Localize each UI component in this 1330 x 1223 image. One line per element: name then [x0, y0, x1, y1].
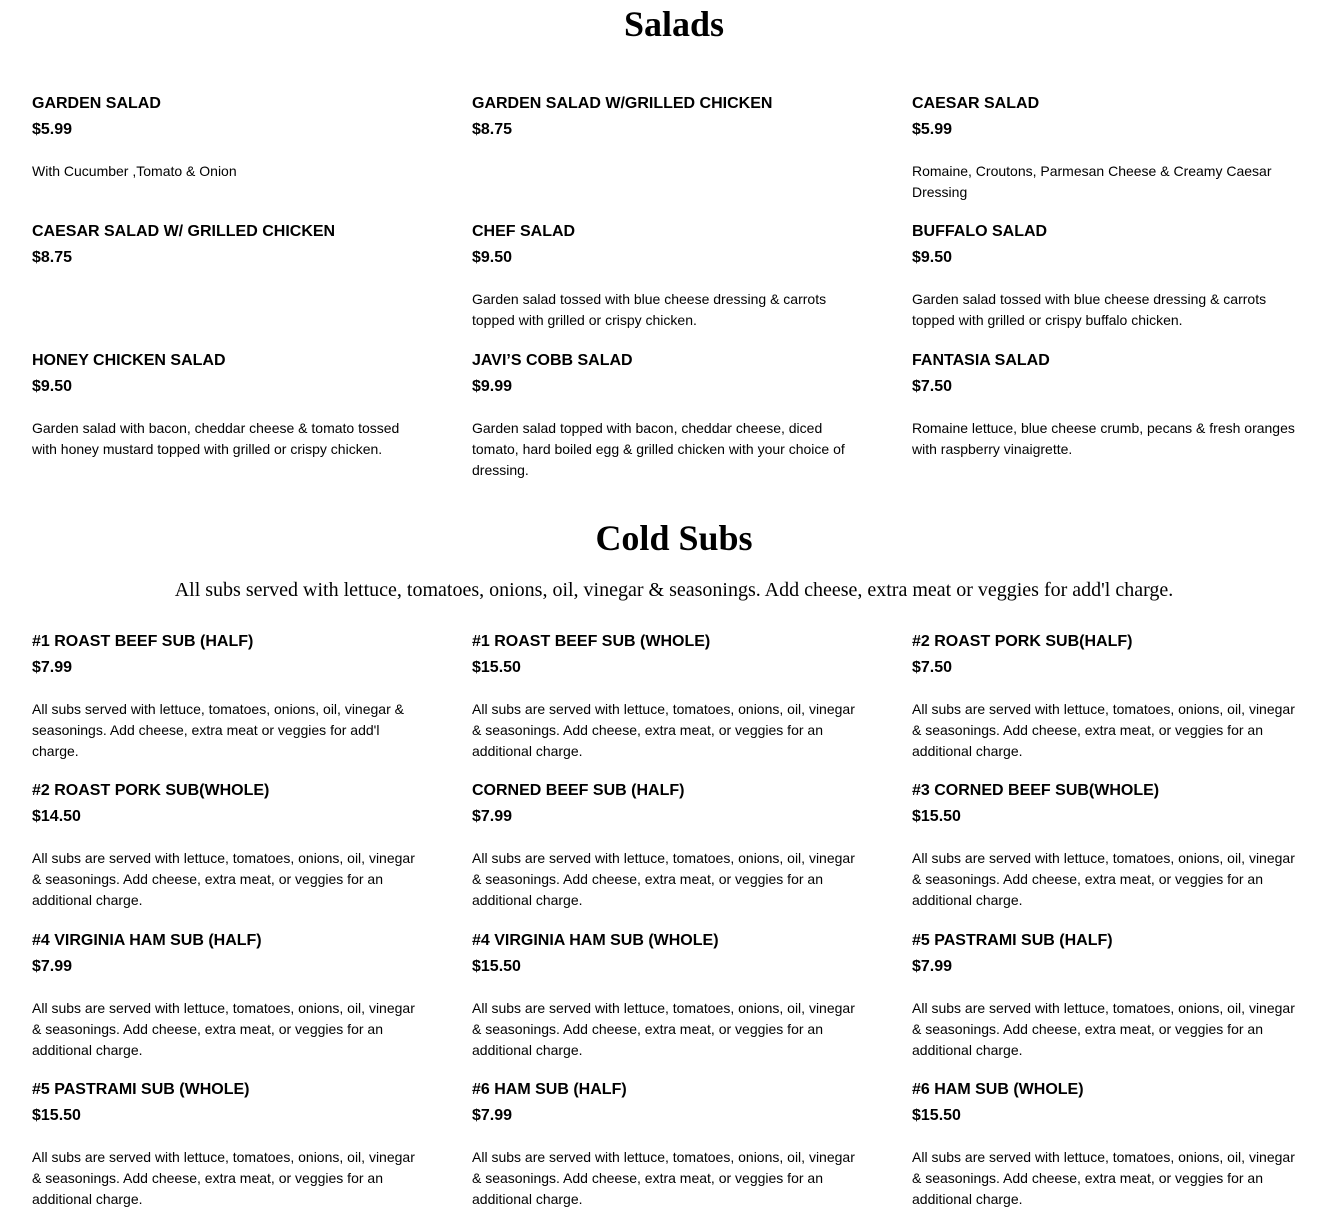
- item-description: All subs are served with lettuce, tomatoes, onions, oil, vinegar & seasonings. Add cheese, extra meat, or veggies for an additional charge.: [32, 1149, 415, 1207]
- menu-item-caesar-salad[interactable]: [912, 94, 1300, 203]
- menu-item-virginia-ham-half[interactable]: [32, 931, 420, 1061]
- menu-item-javis-cobb-salad[interactable]: [472, 351, 860, 481]
- item-price: $7.99: [472, 808, 513, 825]
- item-name: HONEY CHICKEN SALAD: [32, 352, 226, 369]
- item-description: All subs are served with lettuce, tomatoes, onions, oil, vinegar & seasonings. Add cheese, extra meat, or veggies for an additional charge.: [472, 1149, 855, 1207]
- item-name: #1 ROAST BEEF SUB (HALF): [32, 633, 254, 650]
- menu-item-ham-half[interactable]: [472, 1080, 860, 1210]
- item-description: All subs are served with lettuce, tomatoes, onions, oil, vinegar & seasonings. Add cheese, extra meat, or veggies for an additional charge.: [472, 1000, 855, 1058]
- item-price: $14.50: [32, 808, 81, 825]
- item-description: All subs are served with lettuce, tomatoes, onions, oil, vinegar & seasonings. Add cheese, extra meat, or veggies for an additional charge.: [912, 701, 1295, 759]
- item-name: GARDEN SALAD W/GRILLED CHICKEN: [472, 95, 773, 112]
- item-description: All subs are served with lettuce, tomatoes, onions, oil, vinegar & seasonings. Add cheese, extra meat, or veggies for an additional charge.: [32, 850, 415, 908]
- cold-subs-heading: Cold Subs: [595, 518, 753, 558]
- item-name: #4 VIRGINIA HAM SUB (WHOLE): [472, 932, 719, 949]
- item-price: $9.50: [472, 249, 513, 266]
- item-name: GARDEN SALAD: [32, 95, 161, 112]
- menu-item-pastrami-whole[interactable]: [32, 1080, 420, 1210]
- item-description: With Cucumber ,Tomato & Onion: [32, 163, 237, 179]
- menu-item-roast-beef-whole[interactable]: [472, 632, 860, 762]
- item-name: JAVI’S COBB SALAD: [472, 352, 633, 369]
- menu-item-corned-beef-half[interactable]: [472, 781, 860, 911]
- item-price: $8.75: [472, 121, 513, 138]
- menu-item-roast-pork-half[interactable]: [912, 632, 1300, 762]
- item-description: All subs are served with lettuce, tomatoes, onions, oil, vinegar & seasonings. Add cheese, extra meat, or veggies for an additional charge.: [912, 1149, 1295, 1207]
- item-name: #2 ROAST PORK SUB(HALF): [912, 633, 1133, 650]
- menu-item-corned-beef-whole[interactable]: [912, 781, 1300, 911]
- menu-item-chef-salad[interactable]: [472, 222, 860, 331]
- cold-subs-intro: All subs served with lettuce, tomatoes, onions, oil, vinegar & seasonings. Add cheese, extra meat or veggies for add'l charge.: [174, 579, 1174, 601]
- item-name: CORNED BEEF SUB (HALF): [472, 782, 685, 799]
- item-price: $15.50: [472, 958, 521, 975]
- item-name: #3 CORNED BEEF SUB(WHOLE): [912, 782, 1160, 799]
- item-name: BUFFALO SALAD: [912, 223, 1048, 240]
- item-price: $7.50: [912, 659, 953, 676]
- menu-item-virginia-ham-whole[interactable]: [472, 931, 860, 1061]
- menu-item-roast-beef-half[interactable]: [32, 632, 420, 762]
- item-name: #2 ROAST PORK SUB(WHOLE): [32, 782, 270, 799]
- item-description: Garden salad topped with bacon, cheddar cheese, diced tomato, hard boiled egg & grilled chicken with your choice of dressing.: [472, 420, 845, 478]
- menu-item-garden-salad-grilled-chicken[interactable]: [472, 94, 860, 161]
- menu-item-honey-chicken-salad[interactable]: [32, 351, 420, 460]
- item-description: Garden salad tossed with blue cheese dressing & carrots topped with grilled or crispy buffalo chicken.: [912, 291, 1267, 328]
- menu-item-caesar-salad-grilled-chicken[interactable]: [32, 222, 420, 289]
- menu-item-pastrami-half[interactable]: [912, 931, 1300, 1061]
- item-description: All subs are served with lettuce, tomatoes, onions, oil, vinegar & seasonings. Add cheese, extra meat, or veggies for an additional charge.: [912, 1000, 1295, 1058]
- item-price: $7.50: [912, 378, 953, 395]
- item-description: All subs are served with lettuce, tomatoes, onions, oil, vinegar & seasonings. Add cheese, extra meat, or veggies for an additional charge.: [472, 850, 855, 908]
- item-price: $15.50: [32, 1107, 81, 1124]
- item-name: #6 HAM SUB (HALF): [472, 1081, 627, 1098]
- menu-item-fantasia-salad[interactable]: [912, 351, 1300, 460]
- item-price: $15.50: [912, 1107, 961, 1124]
- item-price: $9.50: [32, 378, 73, 395]
- item-price: $7.99: [32, 958, 73, 975]
- menu-item-garden-salad[interactable]: [32, 94, 420, 182]
- item-price: $9.50: [912, 249, 953, 266]
- item-name: #5 PASTRAMI SUB (WHOLE): [32, 1081, 250, 1098]
- item-name: #5 PASTRAMI SUB (HALF): [912, 932, 1113, 949]
- item-description: Romaine, Croutons, Parmesan Cheese & Creamy Caesar Dressing: [912, 163, 1272, 200]
- item-description: All subs are served with lettuce, tomatoes, onions, oil, vinegar & seasonings. Add cheese, extra meat, or veggies for an additional charge.: [472, 701, 855, 759]
- item-description: Garden salad tossed with blue cheese dressing & carrots topped with grilled or crispy chicken.: [472, 291, 827, 328]
- item-name: CAESAR SALAD W/ GRILLED CHICKEN: [32, 223, 336, 240]
- menu-item-roast-pork-whole[interactable]: [32, 781, 420, 911]
- item-name: CHEF SALAD: [472, 223, 576, 240]
- menu-item-buffalo-salad[interactable]: [912, 222, 1300, 331]
- item-name: CAESAR SALAD: [912, 95, 1040, 112]
- item-name: #6 HAM SUB (WHOLE): [912, 1081, 1084, 1098]
- item-description: All subs are served with lettuce, tomatoes, onions, oil, vinegar & seasonings. Add cheese, extra meat, or veggies for an additional charge.: [912, 850, 1295, 908]
- item-description: All subs served with lettuce, tomatoes, onions, oil, vinegar & seasonings. Add cheese, extra meat or veggies for add'l charge.: [32, 701, 404, 759]
- menu-item-ham-whole[interactable]: [912, 1080, 1300, 1210]
- item-description: All subs are served with lettuce, tomatoes, onions, oil, vinegar & seasonings. Add cheese, extra meat, or veggies for an additional charge.: [32, 1000, 415, 1058]
- item-description: Romaine lettuce, blue cheese crumb, pecans & fresh oranges with raspberry vinaigrette.: [912, 420, 1295, 457]
- item-name: FANTASIA SALAD: [912, 352, 1050, 369]
- item-description: Garden salad with bacon, cheddar cheese & tomato tossed with honey mustard topped with grilled or crispy chicken.: [32, 420, 400, 457]
- item-price: $9.99: [472, 378, 513, 395]
- item-price: $15.50: [912, 808, 961, 825]
- item-name: #1 ROAST BEEF SUB (WHOLE): [472, 633, 711, 650]
- item-price: $8.75: [32, 249, 73, 266]
- item-price: $7.99: [912, 958, 953, 975]
- item-price: $15.50: [472, 659, 521, 676]
- item-price: $5.99: [912, 121, 953, 138]
- item-price: $7.99: [32, 659, 73, 676]
- item-name: #4 VIRGINIA HAM SUB (HALF): [32, 932, 262, 949]
- item-price: $5.99: [32, 121, 73, 138]
- item-price: $7.99: [472, 1107, 513, 1124]
- salads-heading: Salads: [623, 4, 725, 44]
